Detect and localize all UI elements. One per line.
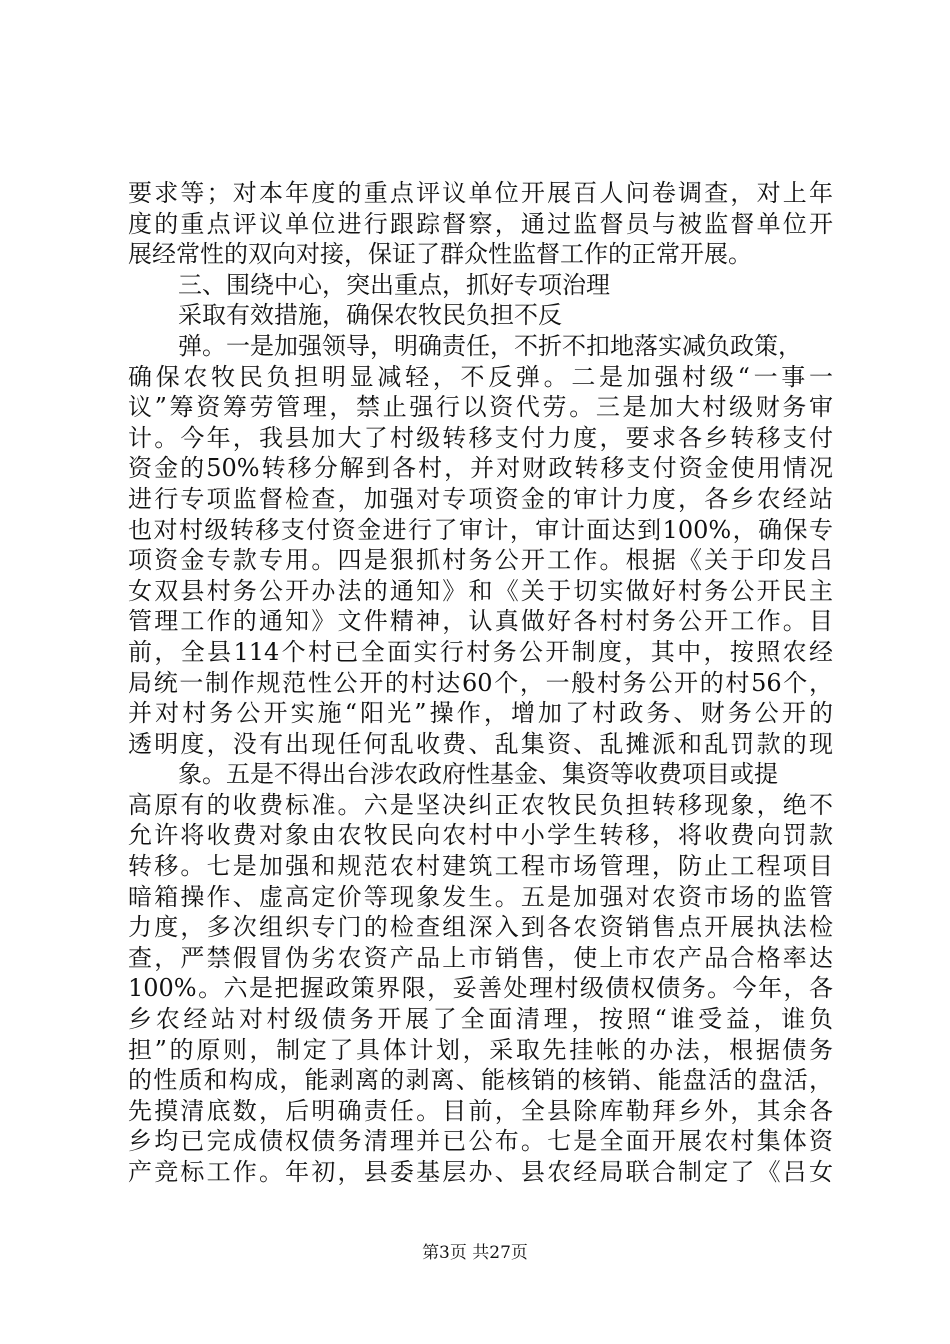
text-line: 前，全县114个村已全面实行村务公开制度，其中，按照农经	[128, 637, 833, 666]
text-line: 力度，多次组织专门的检查组深入到各农资销售点开展执法检	[128, 913, 833, 942]
text-line: 象。五是不得出台涉农政府性基金、集资等收费项目或提	[178, 760, 778, 789]
text-line: 乡均已完成债权债务清理并已公布。七是全面开展农村集体资	[128, 1127, 833, 1156]
text-line: 担”的原则，制定了具体计划，采取先挂帐的办法，根据债务	[128, 1035, 833, 1064]
text-line: 查，严禁假冒伪劣农资产品上市销售，使上市农产品合格率达	[128, 943, 833, 972]
document-body	[128, 178, 833, 1188]
text-line: 三、围绕中心，突出重点，抓好专项治理	[178, 270, 610, 299]
text-line: 产竞标工作。年初，县委基层办、县农经局联合制定了《吕女	[128, 1158, 833, 1186]
text-line: 要求等；对本年度的重点评议单位开展百人问卷调查，对上年	[128, 179, 833, 207]
text-line: 透明度，没有出现任何乱收费、乱集资、乱摊派和乱罚款的现	[128, 729, 833, 758]
text-line: 也对村级转移支付资金进行了审计，审计面达到100%，确保专	[128, 515, 833, 544]
text-line: 乡农经站对村级债务开展了全面清理，按照“谁受益，谁负	[128, 1005, 833, 1034]
text-line: 局统一制作规范性公开的村达60个，一般村务公开的村56个，	[128, 668, 833, 697]
text-line: 的性质和构成，能剥离的剥离、能核销的核销、能盘活的盘活，	[128, 1066, 833, 1095]
text-line: 允许将收费对象由农牧民向农村中小学生转移，将收费向罚款	[128, 821, 833, 850]
text-line: 确保农牧民负担明显减轻，不反弹。二是加强村级“一事一	[128, 362, 833, 391]
text-line: 100%。六是把握政策界限，妥善处理村级债权债务。今年，各	[128, 974, 833, 1003]
text-line: 资金的50%转移分解到各村，并对财政转移支付资金使用情况	[128, 454, 833, 483]
text-line: 高原有的收费标准。六是坚决纠正农牧民负担转移现象，绝不	[128, 790, 833, 819]
text-line: 展经常性的双向对接，保证了群众性监督工作的正常开展。	[128, 240, 752, 269]
text-line: 先摸清底数，后明确责任。目前，全县除库勒拜乡外，其余各	[128, 1096, 833, 1125]
page-footer: 第3页 共27页	[422, 1243, 528, 1263]
text-line: 管理工作的通知》文件精神，认真做好各村村务公开工作。目	[128, 607, 833, 636]
text-line: 暗箱操作、虚高定价等现象发生。五是加强对农资市场的监管	[128, 882, 833, 911]
text-line: 议”筹资筹劳管理，禁止强行以资代劳。三是加大村级财务审	[128, 393, 833, 422]
text-line: 弹。一是加强领导，明确责任，不折不扣地落实减负政策，	[178, 331, 802, 360]
text-line: 女双县村务公开办法的通知》和《关于切实做好村务公开民主	[128, 576, 833, 605]
text-line: 度的重点评议单位进行跟踪督察，通过监督员与被监督单位开	[128, 209, 833, 238]
text-line: 计。今年，我县加大了村级转移支付力度，要求各乡转移支付	[128, 423, 833, 452]
text-line: 采取有效措施，确保农牧民负担不反	[178, 301, 562, 330]
text-line: 进行专项监督检查，加强对专项资金的审计力度，各乡农经站	[128, 484, 833, 513]
text-line: 并对村务公开实施“阳光”操作，增加了村政务、财务公开的	[128, 699, 833, 728]
text-line: 项资金专款专用。四是狠抓村务公开工作。根据《关于印发吕	[128, 546, 833, 575]
text-line: 转移。七是加强和规范农村建筑工程市场管理，防止工程项目	[128, 852, 833, 881]
